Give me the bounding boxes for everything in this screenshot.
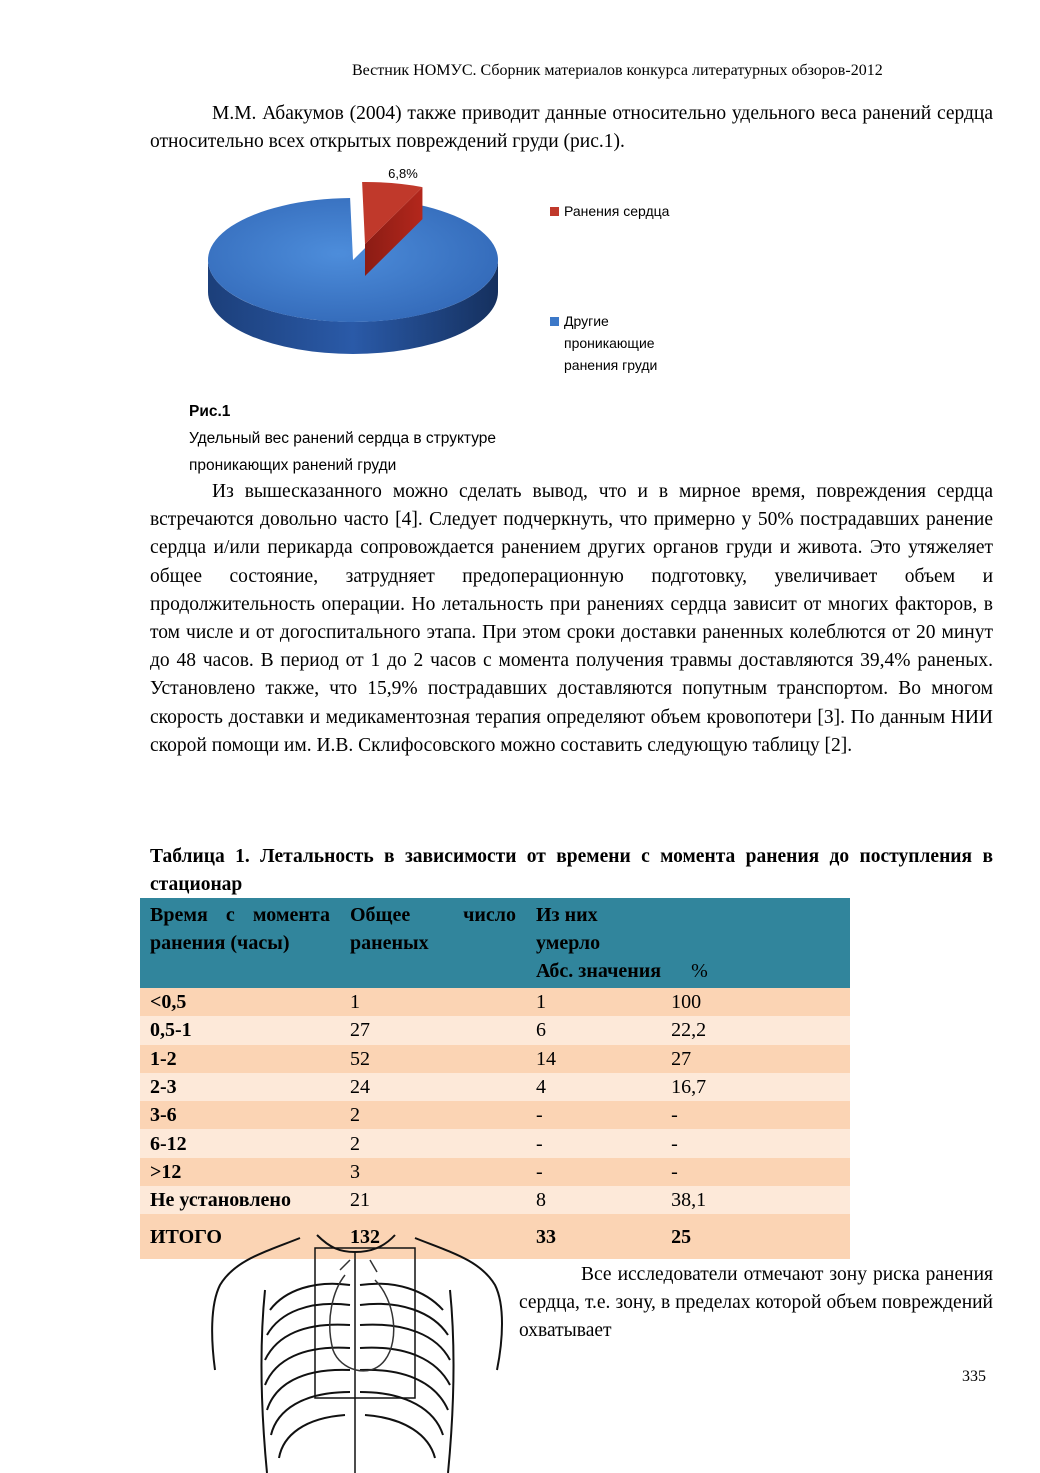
- cell-died: 33: [526, 1214, 671, 1259]
- cell-total: 24: [340, 1073, 526, 1101]
- pie-chart-figure: [190, 160, 710, 405]
- header-percent-text: %: [691, 960, 708, 982]
- cell-time: Не установлено: [140, 1186, 340, 1214]
- page-number: 335: [962, 1368, 986, 1385]
- legend-label-other-2: проникающие: [564, 335, 655, 351]
- cell-percent: 38,1: [671, 1186, 850, 1214]
- cell-died: -: [526, 1101, 671, 1129]
- cell-percent: 100: [671, 988, 850, 1016]
- table-row: [140, 1129, 850, 1157]
- table-row: [140, 1016, 850, 1044]
- table-row: [140, 988, 850, 1016]
- header-died-line2: Абс. значения: [536, 960, 662, 982]
- cell-time: ИТОГО: [140, 1214, 340, 1259]
- header-died-line1: Из них умерло: [536, 904, 601, 954]
- table-title: Таблица 1. Летальность в зависимости от времени с момента ранения до поступления в стационар: [150, 846, 993, 895]
- cell-time: 3-6: [140, 1101, 340, 1129]
- header-time: [140, 898, 340, 988]
- cell-total: 52: [340, 1045, 526, 1073]
- cell-time: 0,5-1: [140, 1016, 340, 1044]
- cell-total: 132: [340, 1214, 526, 1259]
- pie-chart-svg: [190, 160, 710, 405]
- cell-total: 2: [340, 1129, 526, 1157]
- cell-time: 2-3: [140, 1073, 340, 1101]
- table-row: [140, 1045, 850, 1073]
- cell-percent: 25: [671, 1214, 850, 1259]
- cell-percent: -: [671, 1158, 850, 1186]
- header-died: [526, 898, 671, 988]
- paragraph-intro: М.М. Абакумов (2004) также приводит данные относительно удельного веса ранений сердца относительно всех открытых повреждений груди (рис.1).: [150, 103, 993, 153]
- cell-died: 14: [526, 1045, 671, 1073]
- cell-died: 8: [526, 1186, 671, 1214]
- cell-died: 4: [526, 1073, 671, 1101]
- cell-time: >12: [140, 1158, 340, 1186]
- table-row: [140, 1186, 850, 1214]
- cell-percent: 16,7: [671, 1073, 850, 1101]
- cell-total: 1: [340, 988, 526, 1016]
- slice-data-label: 6,8%: [388, 166, 418, 181]
- cell-total: 27: [340, 1016, 526, 1044]
- header-total: [340, 898, 526, 988]
- table-header-row: [140, 898, 850, 988]
- chest-anatomy-illustration: [205, 1230, 510, 1473]
- caption-line-2: проникающих ранений груди: [189, 457, 397, 474]
- table-row: [140, 1158, 850, 1186]
- table-row: [140, 1101, 850, 1129]
- header-time-text: Время с момента ранения (часы): [150, 904, 330, 954]
- cell-died: 6: [526, 1016, 671, 1044]
- cell-total: 21: [340, 1186, 526, 1214]
- caption-line-1: Удельный вес ранений сердца в структуре: [189, 430, 497, 447]
- running-header: Вестник НОМУС. Сборник материалов конкурса литературных обзоров-2012: [352, 62, 883, 79]
- header-total-text: Общее число раненых: [350, 904, 516, 954]
- cell-died: 1: [526, 988, 671, 1016]
- pie-slice-other: [208, 198, 498, 322]
- cell-percent: 27: [671, 1045, 850, 1073]
- cell-total: 2: [340, 1101, 526, 1129]
- cell-percent: 22,2: [671, 1016, 850, 1044]
- caption-label: Рис.1: [189, 403, 231, 420]
- cell-percent: -: [671, 1101, 850, 1129]
- legend-swatch-other: [550, 317, 559, 326]
- mortality-table: [140, 898, 850, 1259]
- legend-swatch-heart: [550, 207, 559, 216]
- legend-label-heart: Ранения сердца: [564, 203, 670, 219]
- legend-label-other-3: ранения груди: [564, 357, 658, 373]
- table-row: [140, 1073, 850, 1101]
- cell-percent: -: [671, 1129, 850, 1157]
- cell-died: -: [526, 1158, 671, 1186]
- cell-time: 1-2: [140, 1045, 340, 1073]
- paragraph-risk-zone: Все исследователи отмечают зону риска ранения сердца, т.е. зону, в пределах которой объем повреждений охватывает: [519, 1264, 993, 1342]
- legend-label-other-1: Другие: [564, 313, 609, 329]
- cell-died: -: [526, 1129, 671, 1157]
- figure-caption: [189, 398, 496, 479]
- cell-time: <0,5: [140, 988, 340, 1016]
- header-percent: [671, 898, 850, 988]
- cell-total: 3: [340, 1158, 526, 1186]
- paragraph-main: Из вышесказанного можно сделать вывод, что и в мирное время, повреждения сердца встречаются довольно часто [4]. Следует подчеркнуть, что примерно у 50% пострадавших ранение сердца и/или перикарда сопровождается ранением других органов груди и живота. Это утяжеляет общее состояние, затрудняет предоперационную подготовку, увеличивает объем и продолжительность операции. Но летальность при ранениях сердца зависит от многих факторов, в том числе и от догоспитального этапа. При этом сроки доставки раненных колеблются от 20 минут до 48 часов. В период от 1 до 2 часов с момента получения травмы доставляются 39,4% раненых. Установлено также, что 15,9% пострадавших доставляются попутным транспортом. Во многом скорость доставки и медикаментозная терапия определяют объем кровопотери [3]. По данным НИИ скорой помощи им. И.В. Склифосовского можно составить следующую таблицу [2].: [150, 481, 993, 756]
- cell-time: 6-12: [140, 1129, 340, 1157]
